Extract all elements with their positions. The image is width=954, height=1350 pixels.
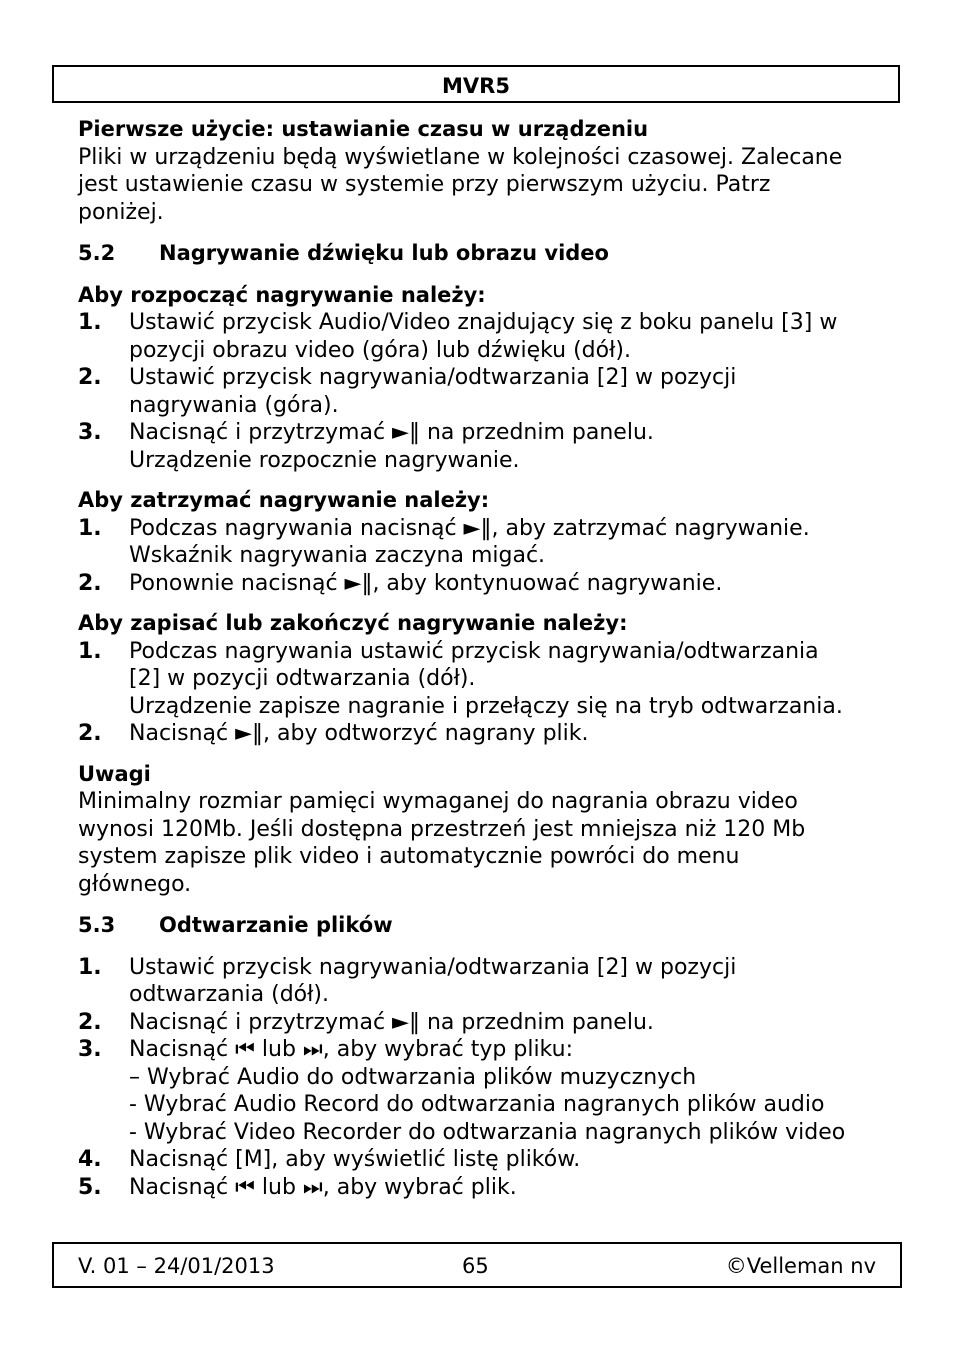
subsection-heading: Aby rozpocząć nagrywanie należy:: [78, 282, 486, 307]
list-item: [78, 720, 878, 748]
intro-line: Pliki w urządzeniu będą wyświetlane w kolejności czasowej. Zalecane: [78, 144, 843, 170]
item-line: Ustawić przycisk nagrywania/odtwarzania [2] w pozycji: [129, 365, 737, 390]
list-item: [78, 309, 878, 364]
item-line: Nacisnąć [M], aby wyświetlić listę plików.: [129, 1147, 581, 1172]
subsection-heading: Aby zatrzymać nagrywanie należy:: [78, 488, 490, 512]
notes-line: wynosi 120Mb. Jeśli dostępna przestrzeń jest mniejsza niż 120 Mb: [78, 816, 806, 842]
item-number: 2.: [78, 1009, 102, 1035]
section-heading: [78, 240, 878, 268]
intro-heading: Pierwsze użycie: ustawianie czasu w urządzeniu: [78, 117, 649, 141]
page-footer: [52, 1242, 902, 1288]
list-item: [78, 1174, 878, 1202]
intro-line: jest ustawienie czasu w systemie przy pierwszym użyciu. Patrz: [78, 172, 771, 197]
notes-line: Minimalny rozmiar pamięci wymaganej do nagrania obrazu video: [78, 789, 798, 814]
version-text: V. 01 – 24/01/2013: [78, 1254, 275, 1278]
section-number: 5.2: [78, 241, 116, 265]
item-number: 3.: [78, 1037, 102, 1062]
item-line: Nacisnąć ⏮ lub ⏭, aby wybrać plik.: [129, 1174, 517, 1200]
item-number: 2.: [78, 365, 102, 390]
item-number: 1.: [78, 310, 102, 335]
item-line: – Wybrać Audio do odtwarzania plików muzycznych: [129, 1064, 697, 1090]
subsection-heading: Aby zapisać lub zakończyć nagrywanie należy:: [78, 611, 628, 635]
item-number: 2.: [78, 721, 102, 746]
page-number: 65: [462, 1254, 489, 1278]
item-line: - Wybrać Video Recorder do odtwarzania nagranych plików video: [129, 1119, 846, 1145]
section-title: Odtwarzanie plików: [159, 913, 393, 937]
page-content: [78, 116, 878, 1201]
item-line: Nacisnąć ►‖, aby odtworzyć nagrany plik.: [129, 721, 589, 746]
item-line: pozycji obrazu video (góra) lub dźwięku (dół).: [129, 337, 631, 363]
section-title: Nagrywanie dźwięku lub obrazu video: [159, 241, 609, 265]
item-number: 3.: [78, 420, 102, 445]
section-heading: [78, 912, 878, 940]
item-number: 1.: [78, 638, 102, 664]
intro-paragraph: [78, 144, 878, 227]
item-line: Ustawić przycisk nagrywania/odtwarzania [2] w pozycji: [129, 954, 737, 980]
item-line: Podczas nagrywania ustawić przycisk nagrywania/odtwarzania: [129, 638, 819, 664]
stop-steps: [78, 515, 878, 598]
item-number: 4.: [78, 1147, 102, 1172]
item-line: Wskaźnik nagrywania zaczyna migać.: [129, 543, 546, 568]
notes-line: system zapisze plik video i automatycznie powróci do menu: [78, 844, 740, 869]
list-item: [78, 419, 878, 474]
item-line: Ponownie nacisnąć ►‖, aby kontynuować nagrywanie.: [129, 570, 723, 596]
list-item: [78, 638, 878, 721]
model-name: MVR5: [442, 74, 510, 98]
item-line: odtwarzania (dół).: [129, 982, 329, 1007]
list-item: [78, 1009, 878, 1037]
list-item: [78, 954, 878, 1009]
list-item: [78, 1146, 878, 1174]
item-line: Podczas nagrywania nacisnąć ►‖, aby zatrzymać nagrywanie.: [129, 515, 810, 541]
item-number: 5.: [78, 1174, 102, 1200]
notes-paragraph: [78, 788, 878, 898]
copyright-text: ©Velleman nv: [725, 1254, 876, 1278]
item-number: 2.: [78, 570, 102, 596]
intro-line: poniżej.: [78, 199, 164, 225]
item-line: Urządzenie zapisze nagranie i przełączy się na tryb odtwarzania.: [129, 693, 843, 719]
item-number: 1.: [78, 954, 102, 980]
list-item: [78, 364, 878, 419]
item-line: Nacisnąć i przytrzymać ►‖ na przednim panelu.: [129, 1009, 654, 1035]
section-number: 5.3: [78, 913, 116, 937]
page-header: [52, 65, 900, 103]
save-steps: [78, 638, 878, 748]
item-line: [2] w pozycji odtwarzania (dół).: [129, 666, 476, 691]
list-item: [78, 515, 878, 570]
start-steps: [78, 309, 878, 474]
item-line: nagrywania (góra).: [129, 392, 339, 418]
item-line: Ustawić przycisk Audio/Video znajdujący się z boku panelu [3] w: [129, 310, 838, 335]
list-item: [78, 570, 878, 598]
list-item: [78, 1036, 878, 1146]
item-number: 1.: [78, 515, 102, 541]
item-line: Urządzenie rozpocznie nagrywanie.: [129, 447, 520, 473]
notes-heading: Uwagi: [78, 761, 151, 786]
playback-steps: [78, 954, 878, 1202]
item-line: Nacisnąć ⏮ lub ⏭, aby wybrać typ pliku:: [129, 1037, 573, 1062]
notes-line: głównego.: [78, 871, 192, 897]
item-line: - Wybrać Audio Record do odtwarzania nagranych plików audio: [129, 1092, 825, 1117]
item-line: Nacisnąć i przytrzymać ►‖ na przednim panelu.: [129, 420, 654, 445]
